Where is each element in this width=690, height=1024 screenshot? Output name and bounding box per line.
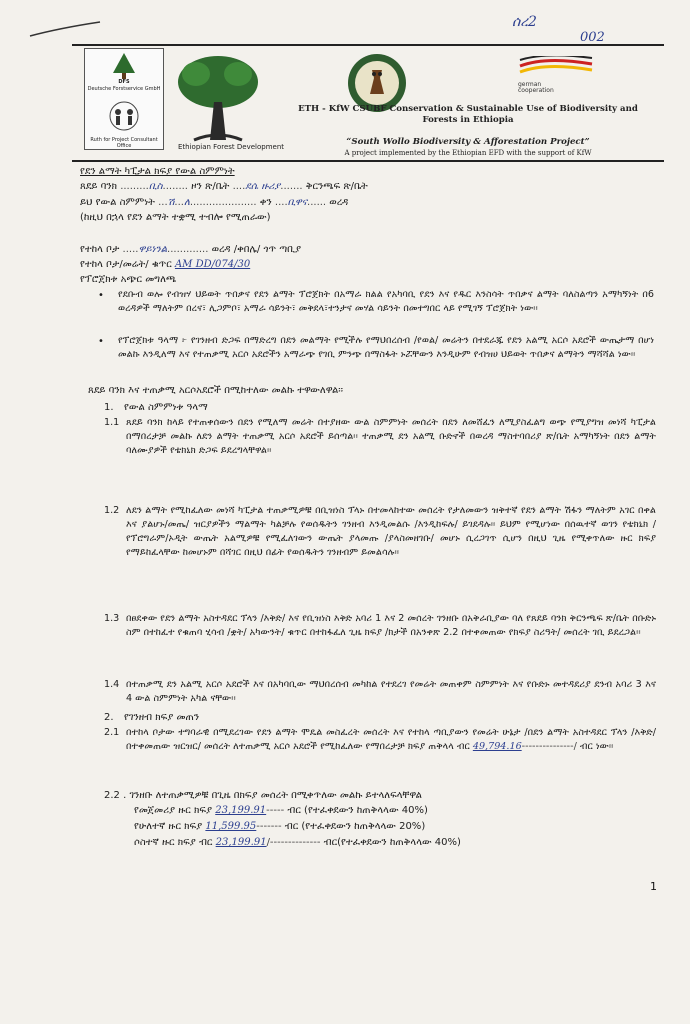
payment-amount: 23,199.91 [215, 837, 267, 848]
intro-note: (ከዚህ በኋላ የደን ልማት ተቋሚ ተብሎ የሚጠራው) [80, 212, 271, 223]
clause-2-1-tail: ብር ነው፡፡ [579, 741, 614, 752]
header-implementer: A project implemented by the Ethiopian EFD with the support of KfW [344, 149, 592, 157]
date-fill-2: ለ [183, 197, 190, 208]
section-2-title: የገንዘብ ክፍያ መጠን [124, 712, 200, 723]
dfs-bottom-text: Ruth for Project Consultant Office [90, 137, 158, 149]
efd-tree-logo-icon [174, 52, 262, 148]
clause-text: ለደን ልማት የሚከፈለው መነሻ ካፒታል ተጠቃሚዎቹ በቢዝነስ ፕላኑ በተመላከተው መሰረት የታለመውን ዝቅተኛ የደን ልማት ሽፋን ማለትም አገር በቀል እና ያልሆኑ/መጤ/ ዝርያዎችን ማልማት ካልቻሉ የወሰዱትን ገንዘብ እንዲመልሱ /እንዲከፍሉ/ ይገደዳሉ፡፡ ይህም የሚሆነው በሰዉተኛ ወገን የቴክኒክ /የፕሮግራም/ኦዲት ውጤት አልሚዎቹ የሚፈለገውን ውጤት ያላመጡ /ያላስመዘገቡ/ መሆኑ ሲረጋገጥ ሲሆን በዚህ ጊዜ የሚቀጥለው ዙር ክፍያ የማይከፈላቸው ከመሆኑም በሻገር በዚህ በፊት የወሰዱትን ገንዘብም ይመልሳሉ፡፡ [126, 505, 656, 558]
german-cooperation-logo [516, 56, 598, 100]
clause-2-1 [104, 726, 656, 784]
clause-number: 1.3 [104, 613, 120, 624]
payment-amount: 11,599.95 [205, 821, 257, 832]
document-title: የደን ልማት ካፒታል ክፍያ የውል ስምምነት [80, 166, 235, 177]
zone-label: ዞን ጽ/ቤት [191, 181, 230, 192]
dfs-subtitle: Deutsche Forstservice GmbH [87, 86, 161, 92]
dfs-name: DFS [118, 79, 130, 85]
clause-text: በተከላ ቦታው ተግባራዊ በሚደረገው የደን ልማት ሞዴል መስፈረት መሰረት እና የተከላ ጣቢያውን የመሬት ሁኔታ /በደን ልማት አስተዳደር ፕላን /እቅድ/ በተቀመጠው ዝርዝር/ መሰረት ለተጠቃሚ አርሶ አደሮች የሚከፈለው የማበረታቻ ክፍያ ጠቅላላ ብር 49,794.16---------------/ ብር ነው፡፡ [126, 727, 656, 752]
payment-label: የመጀመሪያ ዙር ክፍያ [134, 805, 213, 816]
woreda-fill: ቢዋና [287, 197, 308, 208]
woreda-label: ወረዳ [329, 197, 349, 208]
clause-1-3 [104, 612, 656, 670]
clause-number: 1.4 [104, 679, 120, 690]
agreement-statement: ጸደይ ባንክ እና ተጠቃሚ አርሶአደሮች በሚከተለው መልኩ ተዋውለዋል፡፡ [88, 385, 344, 396]
payment-tail: ብር (የተፈቀደውን ከጠቅላላው 40%) [287, 805, 428, 816]
payment-tail: ብር(የተፈቀደውን ከጠቅላላው 40%) [323, 837, 461, 848]
payment-label: ሶስተኛ ዙር ክፍያ ብር [134, 837, 213, 848]
intro-line-bank: ጸደይ ባንክ .........ቢስ........ ዞን ጽ/ቤት ....ደሴ ዙሪያ....... ቅርንጫፍ ጽ/ቤት [80, 181, 368, 192]
project-summary-heading: የፕሮጀክቱ አጭር መግለጫ [80, 274, 177, 285]
clause-1-2 [104, 504, 656, 594]
handwritten-ref: ሰረ2 [512, 14, 537, 30]
clause-text: በተጠቃሚ ደን አልሚ አርሶ አደሮች እና በአካባቢው ማህበረሰብ መካከል የተደረገ የመሬት መጠቀም ስምምነት እና የቡድኑ መተዳደሪያ ደንብ አባሪ 3 እና 4 ውል ስምምነት አካል ናቸው፡፡ [126, 679, 656, 704]
section-1-title: የውል ስምምነቱ ዓላማ [124, 402, 208, 413]
clause-number: 2.2 . [104, 790, 127, 801]
date-label: ቀን [259, 197, 272, 208]
efd-label: Ethiopian Forest Development [178, 143, 285, 151]
payment-tail: ብር (የተፈቀደውን ከጠቅላላው 20%) [284, 821, 426, 832]
clause-text: በፀደቀው የደን ልማት አስተዳደር ፕላን /እቅድ/ እና የቢዝነስ እቅድ አባሪ 1 እና 2 መሰረት ገንዘቡ በአቅራቢያው ባለ የጸደይ ባንክ ቅርንጫፍ ጽ/ቤት በቡድኑ ስም በተከፈተ የቁጠባ ሂሳብ /ቋት/ አካውንት/ ቁጥር በተከፋፈለ ጊዜ ክፍያ /ክታች በአንቀጽ 2.2 በተቀመጠው የክፍያ ስሪዓት/ መሰረት ገቢ ይደረጋል፡፡ [126, 613, 656, 638]
date-fill-1: ሽ [167, 197, 175, 208]
section-2-number: 2. [104, 712, 114, 723]
payment-round-1: የመጀመሪያ ዙር ክፍያ 23,199.91----- ብር (የተፈቀደውን ከጠቅላላው 40%) [134, 805, 428, 816]
section-1-number: 1. [104, 402, 114, 413]
dfs-logo [84, 48, 164, 150]
site-number-label: የተከላ ቦታ/መሬት/ ቁጥር [80, 259, 172, 270]
site-label: የተከላ ቦታ [80, 244, 120, 255]
intro-line-agreement: ይህ የውል ስምምነት ...ሽ...ለ..................... ቀን ....ቢዋና...... ወረዳ [80, 197, 349, 208]
clause-1-4 [104, 678, 656, 708]
clause-2-1-text: በተከላ ቦታው ተግባራዊ በሚደረገው የደን ልማት ሞዴል መስፈረት መሰረት እና የተከላ ጣቢያውን የመሬት ሁኔታ /በደን ልማት አስተዳደር ፕላን /እቅድ/ በተቀመጠው ዝርዝር/ መሰረት ለተጠቃሚ አርሶ አደሮች የሚከፈለው የማበረታቻ ክፍያ ጠቅላላ ብር [126, 727, 656, 752]
bullet-dot-icon: • [98, 336, 104, 347]
site-line-1: የተከላ ቦታ .....ዋይነንል............. ወረዳ /ቀበሌ/ ጎጥ ጣቢያ [80, 244, 302, 255]
site-line-2 [80, 258, 250, 271]
bullet-paragraph-1: የደቡብ ወሎ የብዝሃ ህይወት ጥበቃና የደን ልማት ፕሮጀክት በአማራ ክልል የአካባቢ የደን እና የዱር እንስሳት ጥበቃና ልማት ባለስልጣን አማካኝነት በ6 ወረዳዎች ማለትም በረና፣ ሊጋምቦ፣ አማራ ሳይንት፣ መቅደላ፣ተንታና መሃል ሳይንት በመተግበር ላይ የሚገኝ ፕሮጀክት ነው፡፡ [118, 289, 654, 314]
handwritten-code: 002 [580, 30, 605, 45]
bullet-paragraph-2: የፕሮጀክቱ ዓላማ ፦ የገንዘብ ድጋፍ በማድረግ በደን መልማት የሚችሉ የማህበረሰብ /የወል/ መሬትን በተደራጁ የደን አልሚ አርሶ አደሮች ውጤታማ በሆነ መልኩ እንዲለማ እና የተጠቃሚ አርሶ አደሮችን አማራጭ የገቢ ምንጭ በማስፋት ኑሯቸውን እንዲሁም የብዝሀ ህይወት ጥበቃና ልማትን ማሻሻል ነው፡፡ [118, 335, 654, 360]
site-number-fill: AM DD/074/30 [174, 259, 251, 270]
page-number: 1 [650, 880, 657, 893]
bank-label: ጸደይ ባንክ [80, 181, 118, 192]
people-emblem-icon [85, 99, 163, 133]
clause-number: 2.1 [104, 727, 120, 738]
header-title-line2: Forests in Ethiopia [422, 115, 514, 125]
branch-label: ቅርንጫፍ ጽ/ቤት [305, 181, 368, 192]
clause-number: 1.2 [104, 505, 120, 516]
agreement-label: ይህ የውል ስምምነት [80, 197, 155, 208]
letterhead [72, 44, 664, 162]
clause-1-1 [104, 416, 656, 488]
zone-fill: ቢስ [148, 181, 163, 192]
clause-number: 1.1 [104, 417, 120, 428]
header-project-name: “South Wollo Biodiversity & Afforestation Project” [346, 137, 590, 147]
payment-amount: 23,199.91 [215, 805, 267, 816]
site-location-label: ወረዳ /ቀበሌ/ ጎጥ ጣቢያ [211, 244, 302, 255]
total-amount-fill: 49,794.16 [472, 741, 522, 752]
cooperation-swoosh-icon [516, 56, 598, 82]
bullet-dot-icon: • [98, 290, 104, 301]
clause-2-2-text: ገንዘቡ ለተጠቃሚዎቹ በጊዜ በክፍያ መሰረት በሚቀጥለው መልኩ ይተላለፍላቸዋል [129, 790, 422, 801]
branch-fill: ደሴ ዙሪያ [245, 181, 281, 192]
coop-line-1: german [518, 81, 542, 88]
clause-2-2-head [104, 789, 422, 802]
coop-line-2: cooperation [518, 87, 554, 94]
payment-round-3: ሶስተኛ ዙር ክፍያ ብር 23,199.91/-------------- ብር(የተፈቀደውን ከጠቅላላው 40%) [134, 837, 461, 848]
clause-text: ጸደይ ባንክ ከላይ የተጠቀሰውን በደን የሚለማ መሬት በተያዘው ውል ስምምነት መሰረት በደን ለመሸፈን ለሚያስፈልግ ወጭ የሚያግዝ መነሻ ካፒታል በማበረታቻ መልኩ ለደን ልማት ተጠቃሚ አርሶ አደሮች ይሰጣል፡፡ ተጠቃሚ ደን አልሚ ቡድኖች በወረዳ ማስተባበሪያ ጽ/ቤት አማካኝነት በደን ልማት ባለሙያዎች የቴክኒክ ድጋፍ ይደረግላቸዋል፡፡ [126, 417, 656, 456]
site-fill: ዋይነንል [138, 244, 168, 255]
payment-label: የሁለተኛ ዙር ክፍያ [134, 821, 203, 832]
header-title-line1: ETH - KfW CSUBF Conservation & Sustainable Use of Biodiversity and [298, 104, 638, 114]
payment-round-2: የሁለተኛ ዙር ክፍያ 11,599.95------- ብር (የተፈቀደውን ከጠቅላላው 20%) [134, 821, 426, 832]
